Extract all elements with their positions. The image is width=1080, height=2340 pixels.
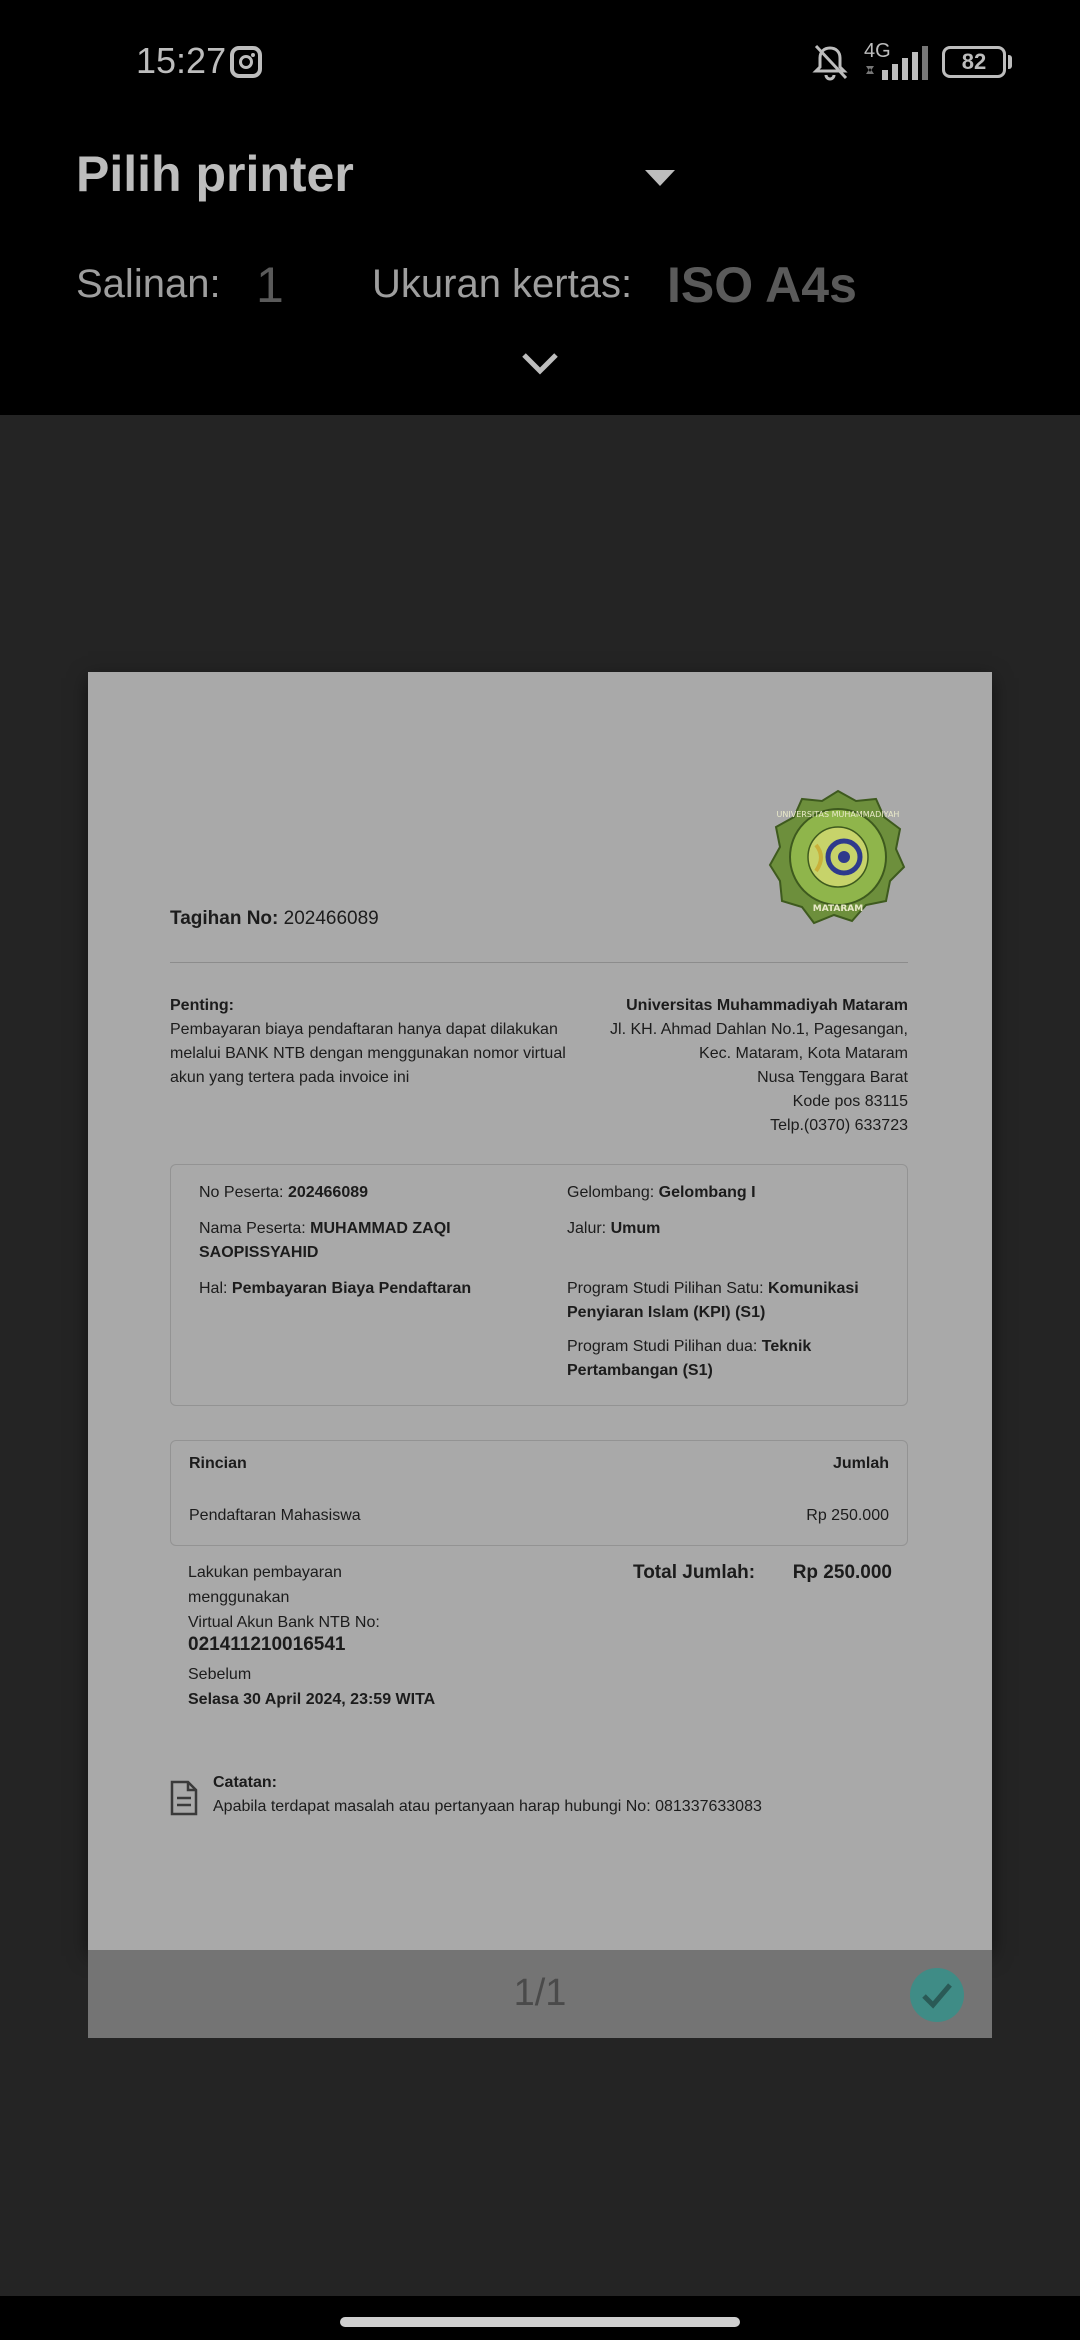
gelombang-field: Gelombang: Gelombang I <box>567 1184 756 1201</box>
university-logo <box>768 787 908 927</box>
logo-text-top: UNIVERSITAS MUHAMMADIYAH <box>776 810 900 819</box>
page-selected-checkbox[interactable] <box>910 1968 964 2022</box>
address-line: Kec. Mataram, Kota Mataram <box>699 1045 908 1062</box>
network-type-label: 4G <box>864 40 891 62</box>
payment-line: Virtual Akun Bank NTB No: <box>188 1614 380 1631</box>
paper-size-value[interactable]: ISO A4s <box>667 257 857 313</box>
print-header <box>0 0 1080 415</box>
document-icon <box>170 1780 198 1816</box>
payment-instruction <box>188 1560 428 1635</box>
invoice-label: Tagihan No: <box>170 908 279 929</box>
printer-select[interactable] <box>76 145 676 215</box>
participant-info-box <box>170 1164 908 1406</box>
total-label: Total Jumlah: <box>633 1562 756 1583</box>
payment-deadline: Selasa 30 April 2024, 23:59 WITA <box>188 1691 436 1708</box>
note-text: Apabila terdapat masalah atau pertanyaan harap hubungi No: 081337633083 <box>213 1798 762 1815</box>
notice-title: Penting: <box>170 997 234 1014</box>
rincian-item: Pendaftaran Mahasiswa <box>189 1507 361 1524</box>
address-line: Nusa Tenggara Barat <box>757 1069 908 1086</box>
no-peserta-field: No Peserta: 202466089 <box>199 1184 369 1201</box>
virtual-account-number: 021411210016541 <box>188 1634 346 1655</box>
invoice-number: 202466089 <box>283 908 379 929</box>
prodi-dua-field: Program Studi Pilihan dua: Teknik Pertambangan (S1) <box>567 1338 812 1379</box>
page-counter: 1/1 <box>513 1972 567 2014</box>
rincian-header: Rincian <box>189 1455 247 1472</box>
rincian-amount: Rp 250.000 <box>806 1507 889 1524</box>
payment-line: Lakukan pembayaran menggunakan <box>188 1564 342 1606</box>
bell-muted-icon <box>810 42 850 82</box>
battery-tip <box>1008 55 1012 69</box>
paper-size-label: Ukuran kertas: <box>372 262 633 306</box>
rincian-table <box>170 1440 908 1546</box>
copies-label: Salinan: <box>76 262 221 306</box>
logo-text-bottom: MATARAM <box>812 904 864 914</box>
printer-select-label: Pilih printer <box>76 146 354 202</box>
notice-block <box>170 994 570 1090</box>
address-phone: Telp.(0370) 633723 <box>770 1117 908 1134</box>
battery-icon <box>942 46 1006 78</box>
copies-value[interactable]: 1 <box>256 257 284 313</box>
status-time: 15:27 <box>136 40 227 81</box>
page-footer-bar <box>88 1950 992 2038</box>
address-line: Kode pos 83115 <box>792 1093 908 1110</box>
divider <box>170 962 908 963</box>
check-icon <box>921 1980 953 2010</box>
jumlah-header: Jumlah <box>832 1455 889 1472</box>
notice-text: Pembayaran biaya pendaftaran hanya dapat dilakukan melalui BANK NTB dengan menggunakan nomor virtual akun yang tertera pada invoice ini <box>170 1021 566 1086</box>
before-label: Sebelum <box>188 1666 252 1683</box>
print-preview-page[interactable] <box>88 672 992 1950</box>
prodi-satu-field: Program Studi Pilihan Satu: Komunikasi Penyiaran Islam (KPI) (S1) <box>567 1280 859 1321</box>
home-gesture-bar[interactable] <box>340 2317 740 2327</box>
address-line: Jl. KH. Ahmad Dahlan No.1, Pagesangan, <box>610 1021 908 1038</box>
invoice-number-line <box>170 908 379 930</box>
chevron-down-icon[interactable] <box>520 350 560 376</box>
university-address <box>548 994 908 1138</box>
invoice-document <box>88 672 992 1950</box>
battery-level: 82 <box>961 49 987 74</box>
total-value: Rp 250.000 <box>792 1562 892 1583</box>
instagram-icon <box>230 46 262 78</box>
caret-down-icon[interactable] <box>645 170 675 186</box>
hal-field: Hal: Pembayaran Biaya Pendaftaran <box>199 1280 472 1297</box>
nama-peserta-field: Nama Peserta: MUHAMMAD ZAQI SAOPISSYAHID <box>199 1220 451 1261</box>
jalur-field: Jalur: Umum <box>567 1220 661 1237</box>
university-name: Universitas Muhammadiyah Mataram <box>626 997 908 1014</box>
signal-strength-icon <box>862 44 932 80</box>
note-title: Catatan: <box>213 1774 278 1791</box>
